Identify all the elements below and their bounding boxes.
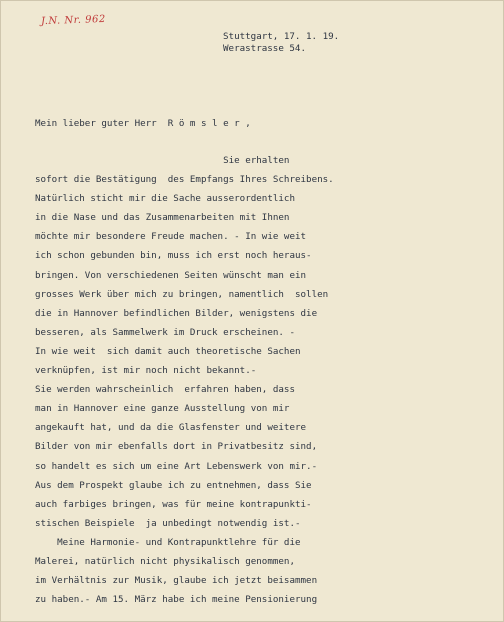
letter-line: verknüpfen, ist mir noch nicht bekannt.-	[35, 365, 257, 377]
letter-line: Meine Harmonie- und Kontrapunktlehre für die	[35, 536, 301, 548]
letter-line: zu haben.- Am 15. März habe ich meine Pensionierung	[35, 594, 318, 606]
letter-header	[223, 31, 339, 55]
letter-line: stischen Beispiele ja unbedingt notwendig ist.-	[35, 517, 301, 529]
letter-line: bringen. Von verschiedenen Seiten wünscht man ein	[35, 269, 307, 281]
letter-line: so handelt es sich um eine Art Lebenswerk von mir.-	[35, 460, 318, 472]
letter-line: Bilder von mir ebenfalls dort in Privatbesitz sind,	[35, 441, 318, 453]
letter-line: möchte mir besondere Freude machen. - In wie weit	[35, 231, 307, 243]
letter-line: im Verhältnis zur Musik, glaube ich jetzt beisammen	[35, 575, 318, 587]
letter-line: die in Hannover befindlichen Bilder, wenigstens die	[35, 307, 318, 319]
letter-line: grosses Werk über mich zu bringen, namentlich sollen	[35, 288, 329, 300]
letter-line: ich schon gebunden bin, muss ich erst noch heraus-	[35, 250, 312, 262]
letter-line: sofort die Bestätigung des Empfangs Ihres Schreibens.	[35, 174, 334, 186]
letter-line: auch farbiges bringen, was für meine kontrapunkti-	[35, 498, 312, 510]
letter-body	[35, 151, 335, 609]
letter-line: Aus dem Prospekt glaube ich zu entnehmen, dass Sie	[35, 479, 312, 491]
letter-line: Sie erhalten	[35, 155, 290, 166]
letter-line: Natürlich sticht mir die Sache ausserordentlich	[35, 193, 295, 205]
letter-line: In wie weit sich damit auch theoretische Sachen	[35, 345, 301, 357]
letter-line: angekauft hat, und da die Glasfenster und weitere	[35, 422, 307, 434]
letter-line: Sie werden wahrscheinlich erfahren haben, dass	[35, 384, 295, 396]
sender-address: Werastrasse 54.	[223, 43, 306, 54]
archive-mark: J.N. Nr. 962	[40, 13, 106, 28]
letter-line: Malerei, natürlich nicht physikalisch genommen,	[35, 555, 295, 567]
letter-line: man in Hannover eine ganze Ausstellung von mir	[35, 403, 290, 415]
place-date: Stuttgart, 17. 1. 19.	[223, 31, 340, 42]
letter-line: besseren, als Sammelwerk im Druck erscheinen. -	[35, 326, 295, 338]
letter-line: in die Nase und das Zusammenarbeiten mit Ihnen	[35, 212, 290, 224]
salutation: Mein lieber guter Herr R ö m s l e r ,	[35, 118, 251, 129]
